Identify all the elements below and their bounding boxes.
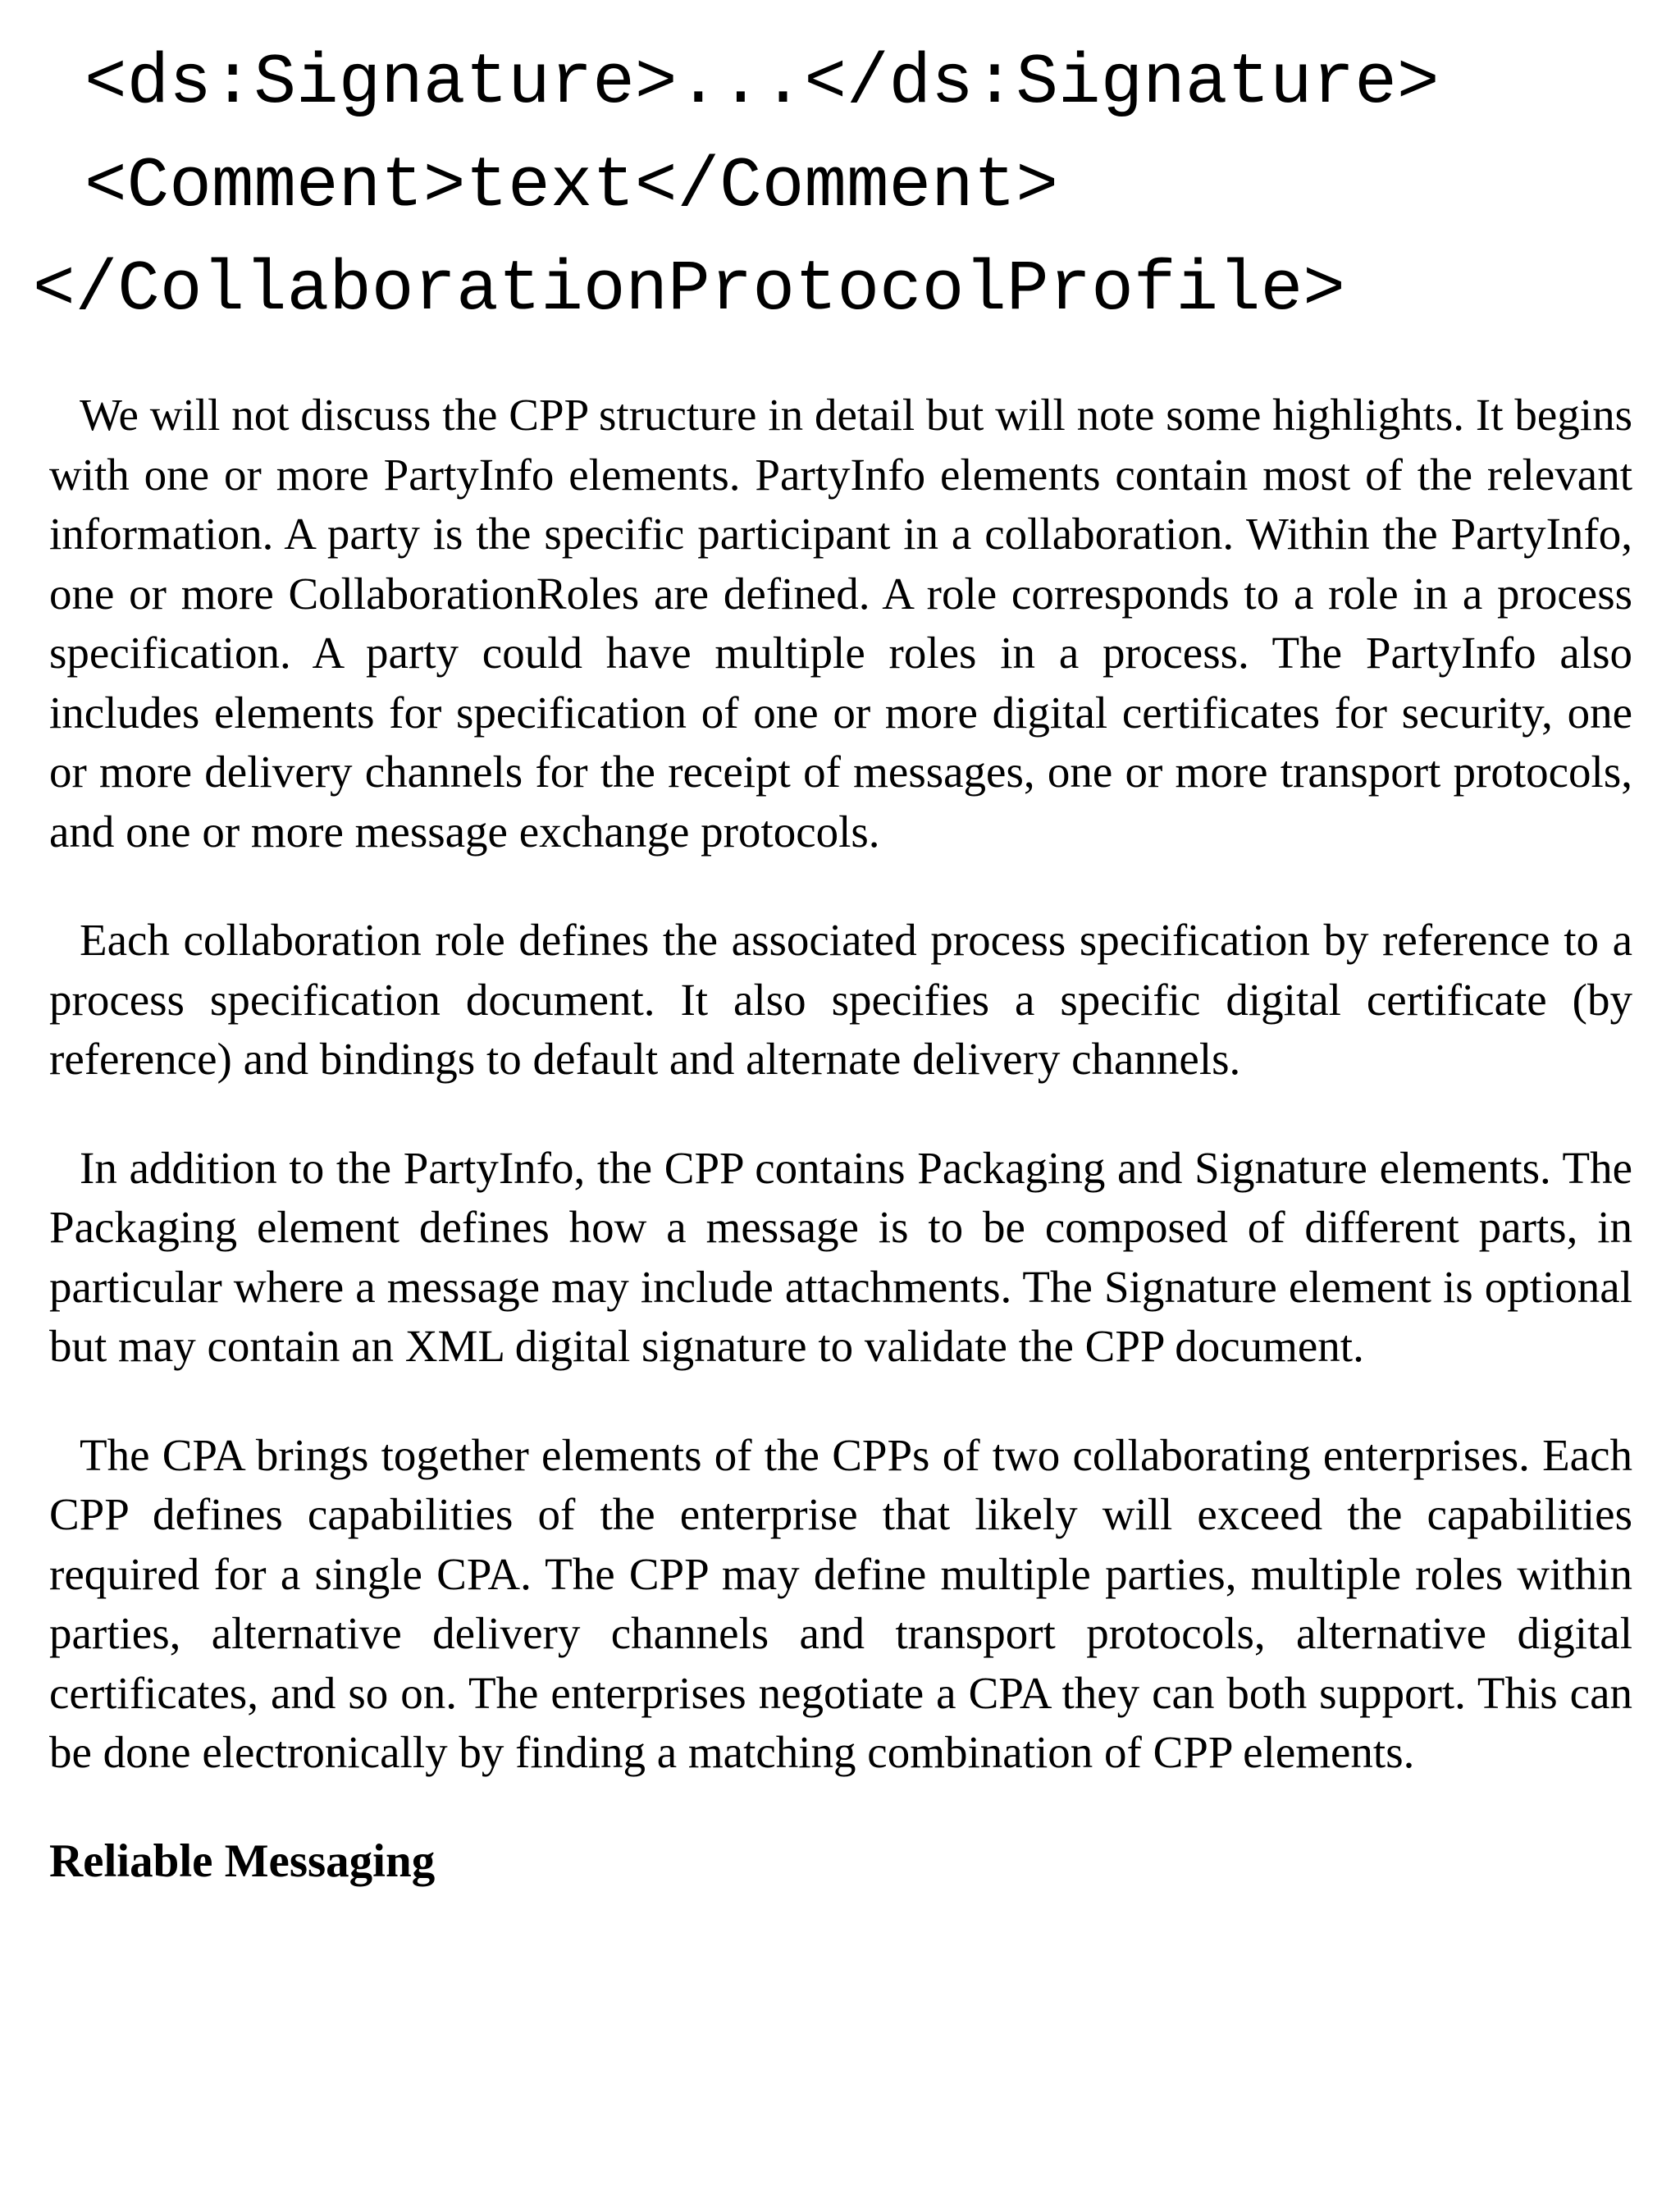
paragraph-cpa: The CPA brings together elements of the CPPs of two collaborating enterprises. Each CPP defines capabilities of the enterprise that likely will exceed the capabilities required for a single CPA. The CPP may define multiple parties, multiple roles within parties, alternative delivery channels and transport protocols, alternative digital certificates, and so on. The enterprises negotiate a CPA they can both support. This can be done electronically by finding a matching combination of CPP elements. xyxy=(49,1429,1632,1777)
xml-code-block xyxy=(0,31,1680,341)
body-text xyxy=(49,386,1632,1891)
paragraph-packaging-signature: In addition to the PartyInfo, the CPP contains Packaging and Signature elements. The Packaging element defines how a message is to be composed of different parts, in particular where a message may include attachments. The Signature element is optional but may contain an XML digital signature to validate the CPP document. xyxy=(49,1142,1632,1371)
code-line-signature: <ds:Signature>...</ds:Signature> xyxy=(84,43,1440,123)
paragraph-collaboration-role: Each collaboration role defines the associated process specification by reference to a process specification document. It also specifies a specific digital certificate (by reference) and bindings to default and alternate delivery channels. xyxy=(49,915,1632,1084)
paragraph-cpp-structure: We will not discuss the CPP structure in detail but will note some highlights. It begins with one or more PartyInfo elements. PartyInfo elements contain most of the relevant information. A party is the specific participant in a collaboration. Within the PartyInfo, one or more CollaborationRoles are defined. A role corresponds to a role in a process specification. A party could have multiple roles in a process. The PartyInfo also includes elements for specification of one or more digital certificates for security, one or more delivery channels for the receipt of messages, one or more transport protocols, and one or more message exchange protocols. xyxy=(49,390,1632,857)
section-heading: Reliable Messaging xyxy=(49,1835,436,1887)
code-line-closing-tag: </CollaborationProtocolProfile> xyxy=(33,249,1345,330)
code-line-comment: <Comment>text</Comment> xyxy=(84,146,1058,226)
